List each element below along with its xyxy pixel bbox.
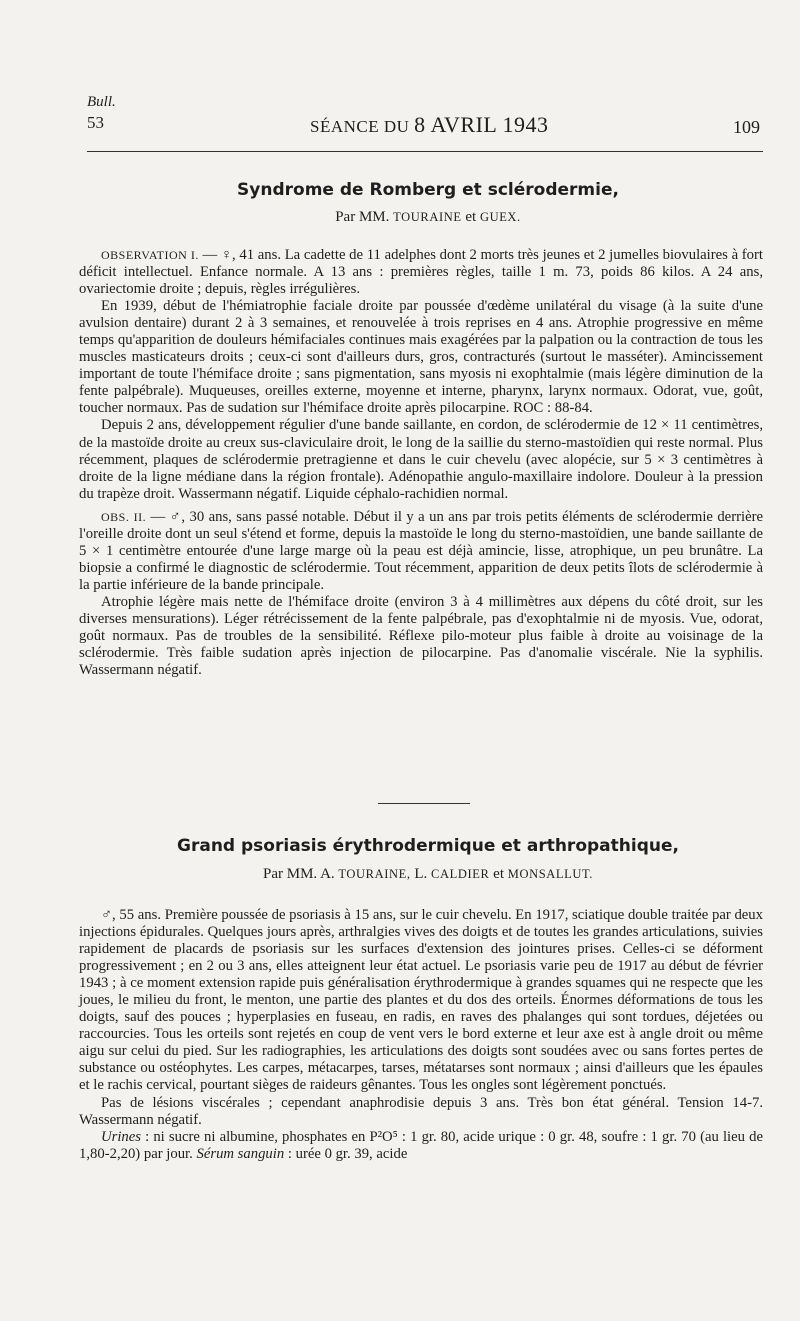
running-header-bull: Bull. xyxy=(87,94,116,110)
author-guex: GUEX. xyxy=(479,210,521,224)
running-header-volume: 53 xyxy=(87,113,104,132)
observation-text: — ♀, 41 ans. La cadette de 11 adelphes dont 2 morts très jeunes et 2 jumelles biovulaires à fort déficit intellectuel. Enfance normale. A 13 ans : premières règles, taille 1 m. 73, poids 86 kilos. A 24 ans, ovariectomie droite ; depuis, règles irrégulières. xyxy=(79,247,764,298)
observation-label: OBSERVATION I. xyxy=(101,248,199,262)
seance-prefix: SÉANCE DU xyxy=(310,117,410,136)
observation-2 xyxy=(79,509,763,594)
running-header-title xyxy=(310,112,549,138)
paragraph-urines xyxy=(79,1129,763,1163)
observation-label: OBS. II. xyxy=(101,509,147,524)
article2-body xyxy=(79,907,763,1163)
byline-prefix: Par MM. xyxy=(335,209,390,225)
paragraph: En 1939, début de l'hémiatrophie faciale droite par poussée d'œdème unilatéral du visage (à la suite d'une avulsion dentaire) durant 2 à 3 semaines, et renouvelée à trois reprises en 4 ans. Atrophie progressive en même temps qu'apparition de douleurs hémifaciales continues mais exagérées par la palpation ou la contraction de tous les muscles masticateurs droits ; ceux-ci sont d'ailleurs durs, gros, contracturés (surtout le masséter). Amincissement important de toute l'hémiface droite ; sans pigmentation, sans myosis ni exophtalmie (mais légère diminution de la fente palpébrale). Muqueuses, oreilles externe, moyenne et interne, pharynx, larynx normaux. Odorat, vue, goût, toucher normaux. Pas de sudation sur l'hémiface droite après pilocarpine. ROC : 88-84. xyxy=(79,298,763,417)
serum-text: : urée 0 gr. 39, acide xyxy=(284,1145,408,1162)
seance-date: 8 AVRIL 1943 xyxy=(414,112,549,137)
author-touraine: TOURAINE, xyxy=(338,867,411,881)
byline-conj: et xyxy=(465,209,477,225)
author-monsallut: MONSALLUT. xyxy=(507,867,594,881)
article1-body xyxy=(79,247,763,679)
article1-byline xyxy=(90,209,766,226)
section-separator xyxy=(378,803,470,804)
observation-text: — ♂, 30 ans, sans passé notable. Début il y a un ans par trois petits éléments de sclérodermie derrière l'oreille droite dont un seul s'étend et forme, depuis la mastoïde le long du sterno-mastoïdien, une bande saillante de 5 × 1 centimètre entourée d'une large marge où la peau est déjà amincie, lisse, atrophique, un peu brunâtre. La biopsie a confirmé le diagnostic de sclérodermie. Tout récemment, apparition de deux petits îlots de sclérodermie à la partie inférieure de la bande principale. xyxy=(79,508,763,593)
author-caldier: CALDIER xyxy=(431,867,490,881)
paragraph: Pas de lésions viscérales ; cependant anaphrodisie depuis 3 ans. Très bon état général. Tension 14-7. Wassermann négatif. xyxy=(79,1094,763,1128)
paragraph: Depuis 2 ans, développement régulier d'une bande saillante, en cordon, de sclérodermie de 12 × 11 centimètres, de la mastoïde droite au creux sus-claviculaire droit, le long de la saillie du sterno-mastoïdien qui reste normal. Plus récemment, plaques de sclérodermie pretragienne et dans le cuir chevelu (avec alopécie, sur 5 × 3 centimètres à droite de la ligne médiane dans la région frontale). Adénopathie angulo-maxillaire indolore. Douleur à la pression du trapèze droit. Wassermann négatif. Liquide céphalo-rachidien normal. xyxy=(79,417,763,502)
header-rule xyxy=(87,151,763,152)
urines-text: : ni sucre ni albumine, phosphates en P²O⁵ : 1 gr. 80, acide urique : 0 gr. 48, soufre : 1 gr. 70 (au lieu de 1,80-2,20) par jour. xyxy=(79,1128,763,1162)
urines-label: Urines xyxy=(101,1128,141,1145)
observation-1 xyxy=(79,247,763,298)
article1-title: Syndrome de Romberg et sclérodermie, xyxy=(237,180,619,200)
paragraph: ♂, 55 ans. Première poussée de psoriasis à 15 ans, sur le cuir chevelu. En 1917, sciatique double traitée par deux injections épidurales. Quelques jours après, arthralgies vives des doigts et de toutes les grandes articulations, suivies rapidement de placards de psoriasis sur les surfaces d'extension des jointures prises. Celles-ci se déforment progressivement ; en 2 ou 3 ans, elles atteignent leur état actuel. Le psoriasis varie peu de 1917 au début de février 1943 ; à ce moment extension rapide puis généralisation érythrodermique à grandes squames qui ne respecte que les joues, le milieu du front, le menton, une partie des plantes et du dos des orteils. Énormes déformations de tous les doigts, sauf des pouces ; hyperplasies en fuseau, en radis, en raves des phalanges qui sont tordues, déjetées ou raccourcies. Tous les orteils sont rejetés en coup de vent vers le bord externe et leur axe est à angle droit ou même aigu sur celui du pied. Sur les radiographies, les articulations des doigts sont soudées avec ou sans fortes pertes de substance ou ostéophytes. Les carpes, métacarpes, tarses, métatarses sont normaux ; ainsi d'ailleurs que les épaules et le rachis cervical, pourtant sièges de raideurs gênantes. Tous les ongles sont légèrement ponctués. xyxy=(79,907,763,1094)
page-number: 109 xyxy=(733,117,760,137)
byline-conj: et xyxy=(493,866,504,882)
serum-label: Sérum sanguin xyxy=(196,1145,285,1162)
byline-initial: L. xyxy=(414,866,428,882)
author-touraine: TOURAINE xyxy=(393,210,462,224)
paragraph: Atrophie légère mais nette de l'hémiface droite (environ 3 à 4 millimètres aux dépens du côté droit, sur les diverses mensurations). Léger rétrécissement de la fente palpébrale, pas d'exophtalmie ni de myosis. Vue, odorat, goût normaux. Pas de troubles de la sensibilité. Réflexe pilo-moteur plus faible à droite au voisinage de la sclérodermie. Très faible sudation après injection de pilocarpine. Pas d'anomalie viscérale. Nie la syphilis. Wassermann négatif. xyxy=(79,593,763,679)
article2-byline xyxy=(90,866,766,883)
article2-title: Grand psoriasis érythrodermique et arthropathique, xyxy=(177,836,679,856)
byline-prefix: Par MM. A. xyxy=(262,866,335,882)
